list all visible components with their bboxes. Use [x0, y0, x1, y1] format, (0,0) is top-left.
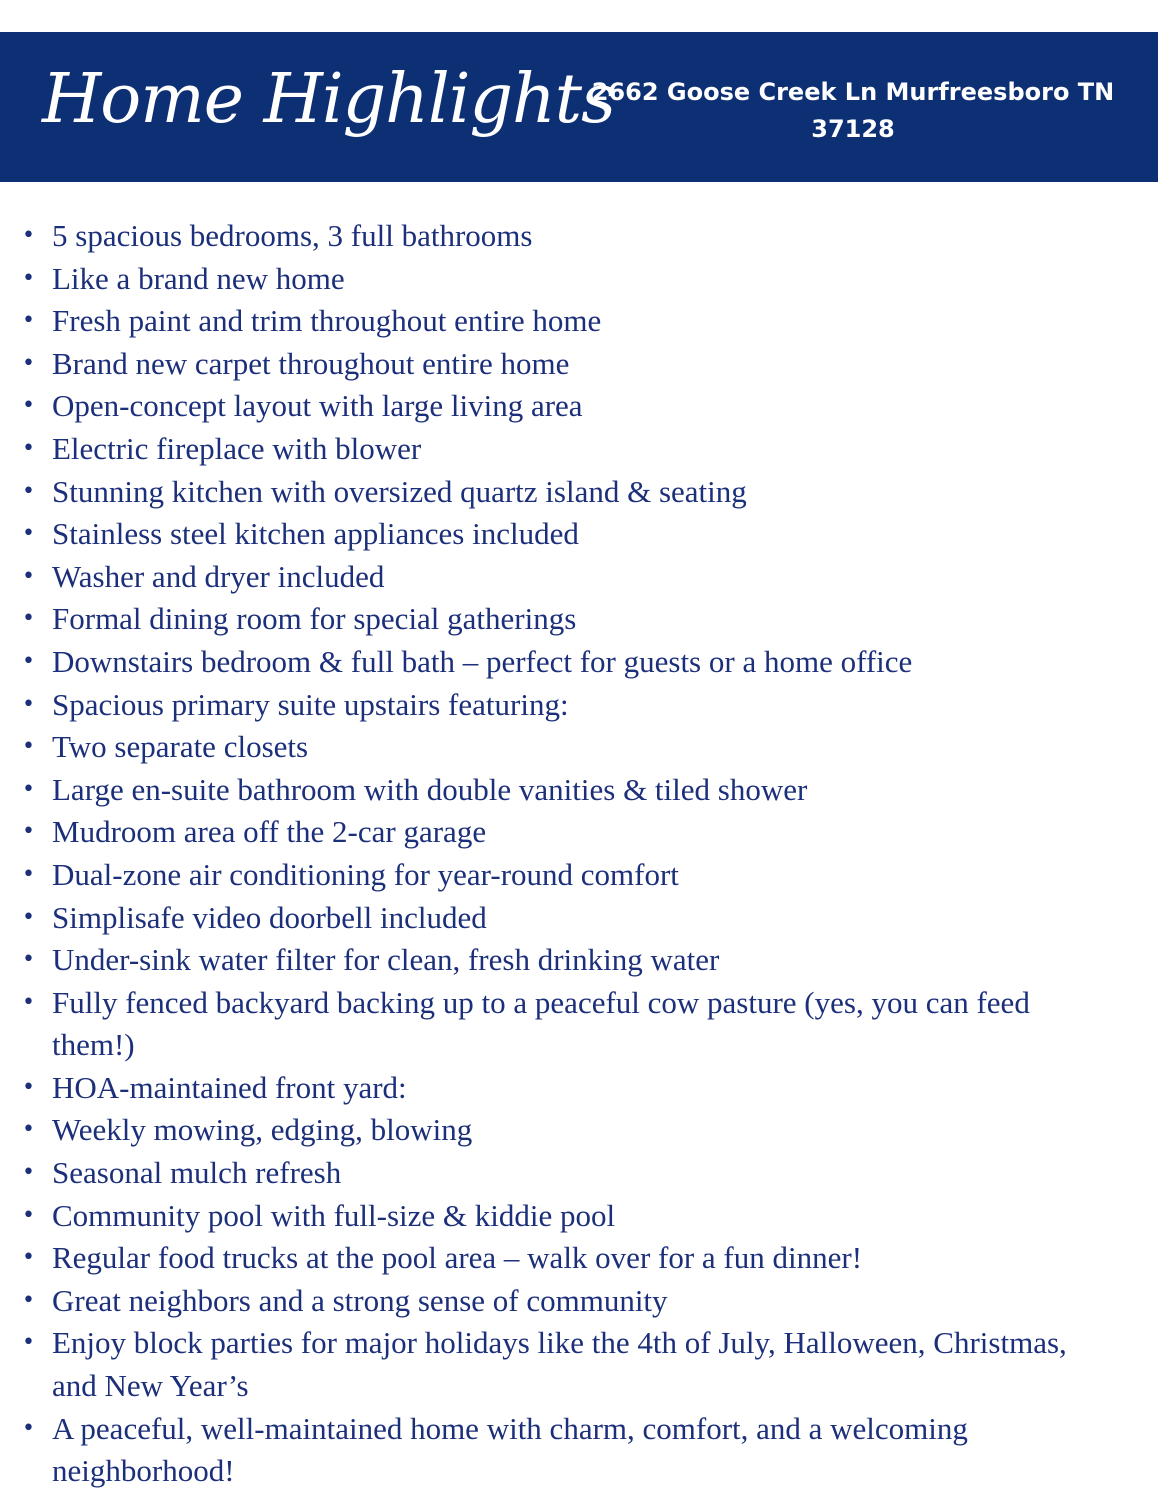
bullet-icon: • — [22, 1117, 35, 1143]
bullet-icon: • — [22, 861, 35, 887]
bullet-icon: • — [22, 989, 35, 1015]
highlight-text: Mudroom area off the 2-car garage — [52, 814, 487, 850]
bullet-icon: • — [22, 1160, 35, 1186]
highlight-item — [0, 471, 1158, 514]
bullet-icon: • — [22, 648, 35, 674]
bullet-icon: • — [22, 521, 35, 547]
highlight-text: Fresh paint and trim throughout entire home — [52, 303, 602, 339]
highlight-item — [0, 726, 1158, 769]
highlight-text: Brand new carpet throughout entire home — [52, 345, 570, 381]
bullet-icon: • — [22, 308, 35, 334]
highlight-item — [0, 1152, 1158, 1195]
highlight-text: Under-sink water filter for clean, fresh drinking water — [52, 942, 720, 978]
page-title: Home Highlights — [42, 60, 615, 139]
bullet-icon: • — [22, 1074, 35, 1100]
highlight-text: Enjoy block parties for major holidays like the 4th of July, Halloween, Christmas, and New Year’s — [52, 1325, 1067, 1404]
highlight-item — [0, 598, 1158, 641]
highlight-text: Weekly mowing, edging, blowing — [52, 1112, 473, 1148]
header-banner — [0, 32, 1158, 182]
highlight-item — [0, 982, 1158, 1067]
highlight-item — [0, 215, 1158, 258]
property-address: 2662 Goose Creek Ln Murfreesboro TN 37128 — [591, 78, 1115, 143]
highlight-text: Washer and dryer included — [52, 558, 385, 594]
highlight-item — [0, 1280, 1158, 1323]
highlights-list — [0, 215, 1158, 1493]
highlight-text: Formal dining room for special gatherings — [52, 601, 577, 637]
highlight-item — [0, 513, 1158, 556]
bullet-icon: • — [22, 478, 35, 504]
bullet-icon: • — [22, 606, 35, 632]
bullet-icon: • — [22, 691, 35, 717]
highlight-item — [0, 1109, 1158, 1152]
highlight-text: Spacious primary suite upstairs featuring: — [52, 686, 569, 722]
highlight-item — [0, 684, 1158, 727]
highlight-text: Open-concept layout with large living area — [52, 388, 583, 424]
highlight-text: Electric fireplace with blower — [52, 430, 422, 466]
highlight-text: Downstairs bedroom & full bath – perfect for guests or a home office — [52, 643, 913, 679]
highlight-item — [0, 811, 1158, 854]
highlight-text: Fully fenced backyard backing up to a peaceful cow pasture (yes, you can feed them!) — [52, 984, 1030, 1063]
bullet-icon: • — [22, 734, 35, 760]
bullet-icon: • — [22, 947, 35, 973]
highlight-text: Two separate closets — [52, 729, 309, 765]
highlight-item — [0, 939, 1158, 982]
highlight-text: A peaceful, well-maintained home with charm, comfort, and a welcoming neighborhood! — [52, 1410, 968, 1489]
highlight-text: Stainless steel kitchen appliances included — [52, 516, 579, 552]
highlight-text: 5 spacious bedrooms, 3 full bathrooms — [52, 218, 533, 253]
highlight-item — [0, 385, 1158, 428]
highlight-item — [0, 1195, 1158, 1238]
highlight-item — [0, 1322, 1158, 1407]
highlight-item — [0, 343, 1158, 386]
highlight-text: Like a brand new home — [52, 260, 345, 296]
bullet-icon: • — [22, 1245, 35, 1271]
highlight-item — [0, 641, 1158, 684]
highlight-item — [0, 1067, 1158, 1110]
highlight-item — [0, 556, 1158, 599]
highlight-text: Seasonal mulch refresh — [52, 1155, 342, 1191]
highlight-text: Great neighbors and a strong sense of community — [52, 1282, 668, 1318]
bullet-icon: • — [22, 819, 35, 845]
bullet-icon: • — [22, 1202, 35, 1228]
bullet-icon: • — [22, 1330, 35, 1356]
bullet-icon: • — [22, 350, 35, 376]
highlight-text: Stunning kitchen with oversized quartz island & seating — [52, 473, 747, 509]
bullet-icon: • — [22, 223, 35, 248]
highlight-text: Regular food trucks at the pool area – walk over for a fun dinner! — [52, 1240, 863, 1276]
highlight-item — [0, 769, 1158, 812]
bullet-icon: • — [22, 563, 35, 589]
highlight-text: Dual-zone air conditioning for year-round comfort — [52, 856, 679, 892]
bullet-icon: • — [22, 265, 35, 291]
highlight-item — [0, 854, 1158, 897]
highlight-text: Large en-suite bathroom with double vanities & tiled shower — [52, 771, 808, 807]
highlight-item — [0, 1408, 1158, 1493]
highlight-item — [0, 428, 1158, 471]
highlight-item — [0, 300, 1158, 343]
highlight-item — [0, 897, 1158, 940]
highlight-text: Simplisafe video doorbell included — [52, 899, 487, 935]
bullet-icon: • — [22, 435, 35, 461]
highlight-text: HOA-maintained front yard: — [52, 1069, 407, 1105]
bullet-icon: • — [22, 1415, 35, 1441]
highlight-item — [0, 1237, 1158, 1280]
highlight-item — [0, 258, 1158, 301]
bullet-icon: • — [22, 1287, 35, 1313]
bullet-icon: • — [22, 904, 35, 930]
highlight-text: Community pool with full-size & kiddie pool — [52, 1197, 616, 1233]
bullet-icon: • — [22, 393, 35, 419]
bullet-icon: • — [22, 776, 35, 802]
